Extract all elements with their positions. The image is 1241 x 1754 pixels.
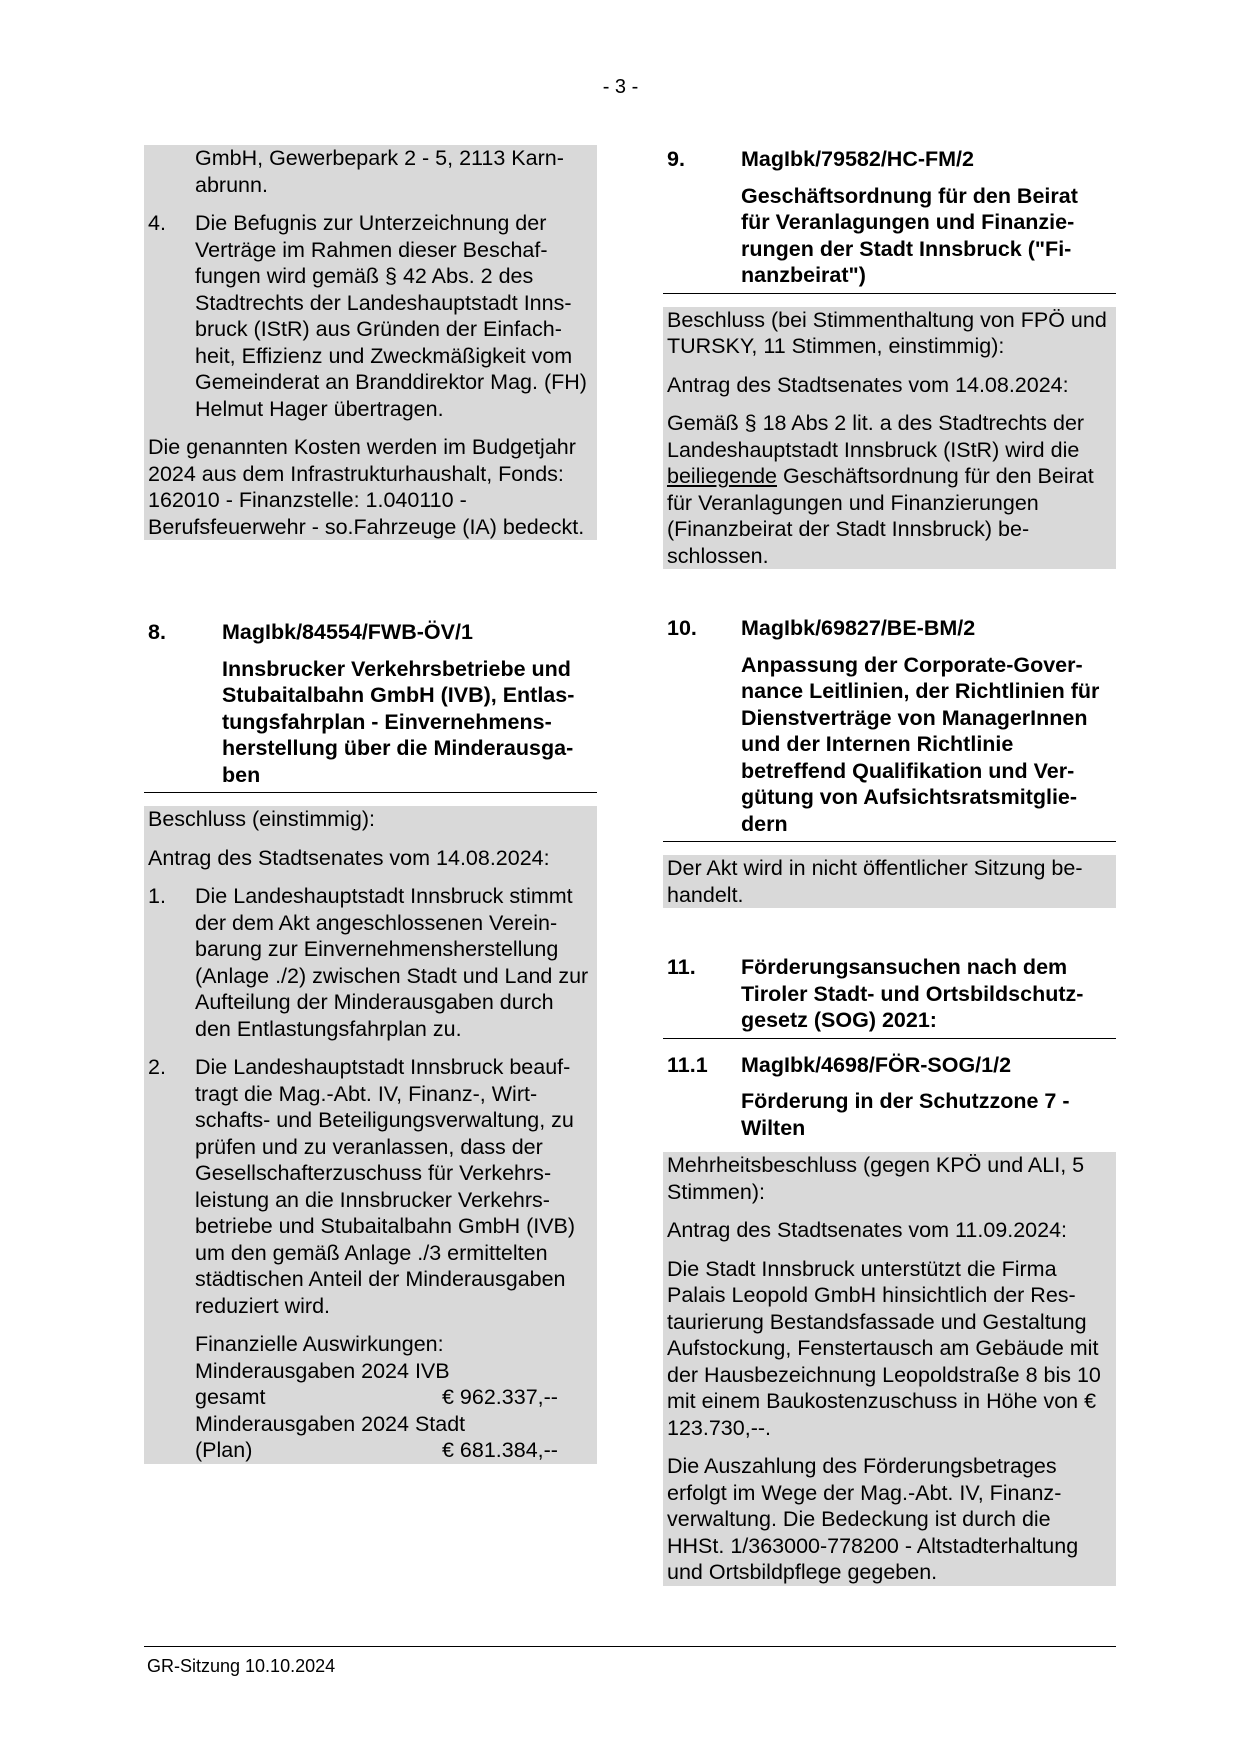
item-number: 10. — [667, 616, 697, 640]
financial-label: (Plan) — [195, 1438, 253, 1462]
item-title: Förderungsansuchen nach dem Tiroler Stadt- und Ortsbildschutzgesetz (SOG) 2021: — [741, 955, 1084, 1032]
list-text: Die Landeshauptstadt Innsbruck stimmt der dem Akt angeschlossenen Vereinbarung zur Einvernehmensherstellung (Anlage ./2) zwischen Stadt und Land zur Aufteilung der Minderausgaben durch den Entlastungsfahrplan zu. — [195, 884, 589, 1041]
list-item-2 — [148, 1054, 593, 1319]
agenda-item-9 — [663, 146, 1116, 569]
list-item-1 — [148, 883, 593, 1042]
financial-label: Minderausgaben 2024 Stadt — [195, 1411, 466, 1436]
item-code: MagIbk/69827/BE-BM/2 — [741, 616, 976, 640]
agenda-item-11 — [663, 954, 1116, 1586]
item-divider — [663, 293, 1116, 294]
item-title: Innsbrucker Verkehrsbetriebe und Stubaitalbahn GmbH (IVB), Entlastungsfahrplan - Einvernehmensherstellung über die Minderausgaben — [222, 656, 575, 787]
list-number: 2. — [148, 1055, 166, 1079]
footer-text: GR-Sitzung 10.10.2024 — [147, 1656, 336, 1676]
subitem-code: MagIbk/4698/FÖR-SOG/1/2 — [741, 1052, 1012, 1077]
item-header — [667, 615, 1112, 642]
payment-text: Die Auszahlung des Förderungsbetrages erfolgt im Wege der Mag.-Abt. IV, Finanzverwaltung. Die Bedeckung ist durch die HHSt. 1/363000-778200 - Altstadterhaltung und Ortsbildpflege gegeben. — [667, 1454, 1079, 1584]
financial-value: € 962.337,-- — [442, 1385, 558, 1409]
decision-block — [144, 806, 597, 1464]
decision-text: Beschluss (einstimmig): — [148, 807, 375, 831]
agenda-item-10 — [663, 615, 1116, 908]
motion-text: Antrag des Stadtsenates vom 14.08.2024: — [667, 372, 1069, 397]
item-divider — [144, 792, 597, 793]
item-header — [667, 954, 1112, 1034]
item-divider — [663, 1038, 1116, 1039]
subitem-title: Förderung in der Schutzzone 7 - Wilten — [741, 1089, 1070, 1140]
financial-heading: Finanzielle Auswirkungen: — [195, 1332, 444, 1356]
costs-paragraph: Die genannten Kosten werden im Budgetjahr 2024 aus dem Infrastrukturhaushalt, Fonds: 162010 - Finanzstelle: 1.040110 - Berufsfeuerwehr - so.Fahrzeuge (IA) bedeckt. — [148, 435, 585, 539]
resolution-text-part: Gemäß § 18 Abs 2 lit. a des Stadtrechts der Landeshauptstadt Innsbruck (IStR) wird die — [667, 411, 1085, 462]
decision-text: Beschluss (bei Stimmenthaltung von FPÖ und TURSKY, 11 Stimmen, einstimmig): — [667, 307, 1107, 358]
item-number: 9. — [667, 147, 685, 171]
note-text: Der Akt wird in nicht öffentlicher Sitzung behandelt. — [667, 856, 1083, 907]
subitem-number: 11.1 — [667, 1052, 708, 1077]
financial-value: € 681.384,-- — [442, 1438, 558, 1462]
item-divider — [663, 841, 1116, 842]
subitem-header — [667, 1052, 1112, 1079]
motion-text: Antrag des Stadtsenates vom 14.08.2024: — [148, 845, 550, 870]
agenda-item-8 — [144, 619, 597, 1464]
continuation-block — [144, 145, 597, 540]
continuation-line: GmbH, Gewerbepark 2 - 5, 2113 Karnabrunn. — [195, 146, 564, 197]
item-code: MagIbk/79582/HC-FM/2 — [741, 147, 974, 171]
page-number: - 3 - — [602, 76, 639, 98]
item-title: Geschäftsordnung für den Beirat für Veranlagungen und Finanzierungen der Stadt Innsbruck ("Finanzbeirat") — [741, 183, 1078, 287]
decision-text: Mehrheitsbeschluss (gegen KPÖ und ALI, 5 Stimmen): — [667, 1153, 1085, 1204]
decision-block — [663, 1152, 1116, 1586]
resolution-text — [667, 410, 1112, 569]
list-text: Die Landeshauptstadt Innsbruck beauftragt die Mag.-Abt. IV, Finanz-, Wirtschafts- und Beteiligungsverwaltung, zu prüfen und zu veranlassen, dass der Gesellschafterzuschuss für Verkehrsleistung an die Innsbrucker Verkehrsbetriebe und Stubaitalbahn GmbH (IVB) um den gemäß Anlage ./3 ermittelten städtischen Anteil der Minderausgaben reduziert wird. — [195, 1055, 576, 1318]
financial-label: gesamt — [195, 1385, 266, 1409]
list-number: 4. — [148, 211, 166, 235]
resolution-text-part: Geschäftsordnung für den Beirat für Veranlagungen und Finanzierungen (Finanzbeirat der Stadt Innsbruck) beschlossen. — [667, 464, 1094, 568]
footer-divider — [144, 1646, 1116, 1647]
financial-row — [195, 1384, 593, 1411]
list-text: Die Befugnis zur Unterzeichnung der Verträge im Rahmen dieser Beschaffungen wird gemäß § 42 Abs. 2 des Stadtrechts der Landeshauptstadt Innsbruck (IStR) aus Gründen der Einfachheit, Effizienz und Zweckmäßigkeit vom Gemeinderat an Branddirektor Mag. (FH) Helmut Hager übertragen. — [195, 211, 587, 421]
financial-label: Minderausgaben 2024 IVB — [195, 1358, 450, 1383]
item-code: MagIbk/84554/FWB-ÖV/1 — [222, 620, 473, 644]
resolution-text: Die Stadt Innsbruck unterstützt die Firma Palais Leopold GmbH hinsichtlich der Restaurierung Bestandsfassade und Gestaltung Aufstockung, Fenstertausch am Gebäude mit der Hausbezeichnung Leopoldstraße 8 bis 10 mit einem Baukostenzuschuss in Höhe von € 123.730,--. — [667, 1256, 1101, 1440]
item-title: Anpassung der Corporate-Governance Leitlinien, der Richtlinien für Dienstverträge von ManagerInnen und der Internen Richtlinie betreffend Qualifikation und Vergütung von Aufsichtsratsmitgliedern — [741, 652, 1100, 836]
underlined-word: beiliegende — [667, 464, 777, 488]
item-number: 11. — [667, 955, 696, 979]
financial-impact — [148, 1331, 593, 1464]
decision-block — [663, 307, 1116, 570]
item-header — [148, 619, 593, 646]
motion-text: Antrag des Stadtsenates vom 11.09.2024: — [667, 1218, 1068, 1242]
list-item-4 — [148, 210, 593, 422]
item-number: 8. — [148, 620, 166, 644]
financial-row — [195, 1437, 593, 1464]
decision-block — [663, 855, 1116, 908]
item-header — [667, 146, 1112, 173]
list-number: 1. — [148, 884, 166, 908]
